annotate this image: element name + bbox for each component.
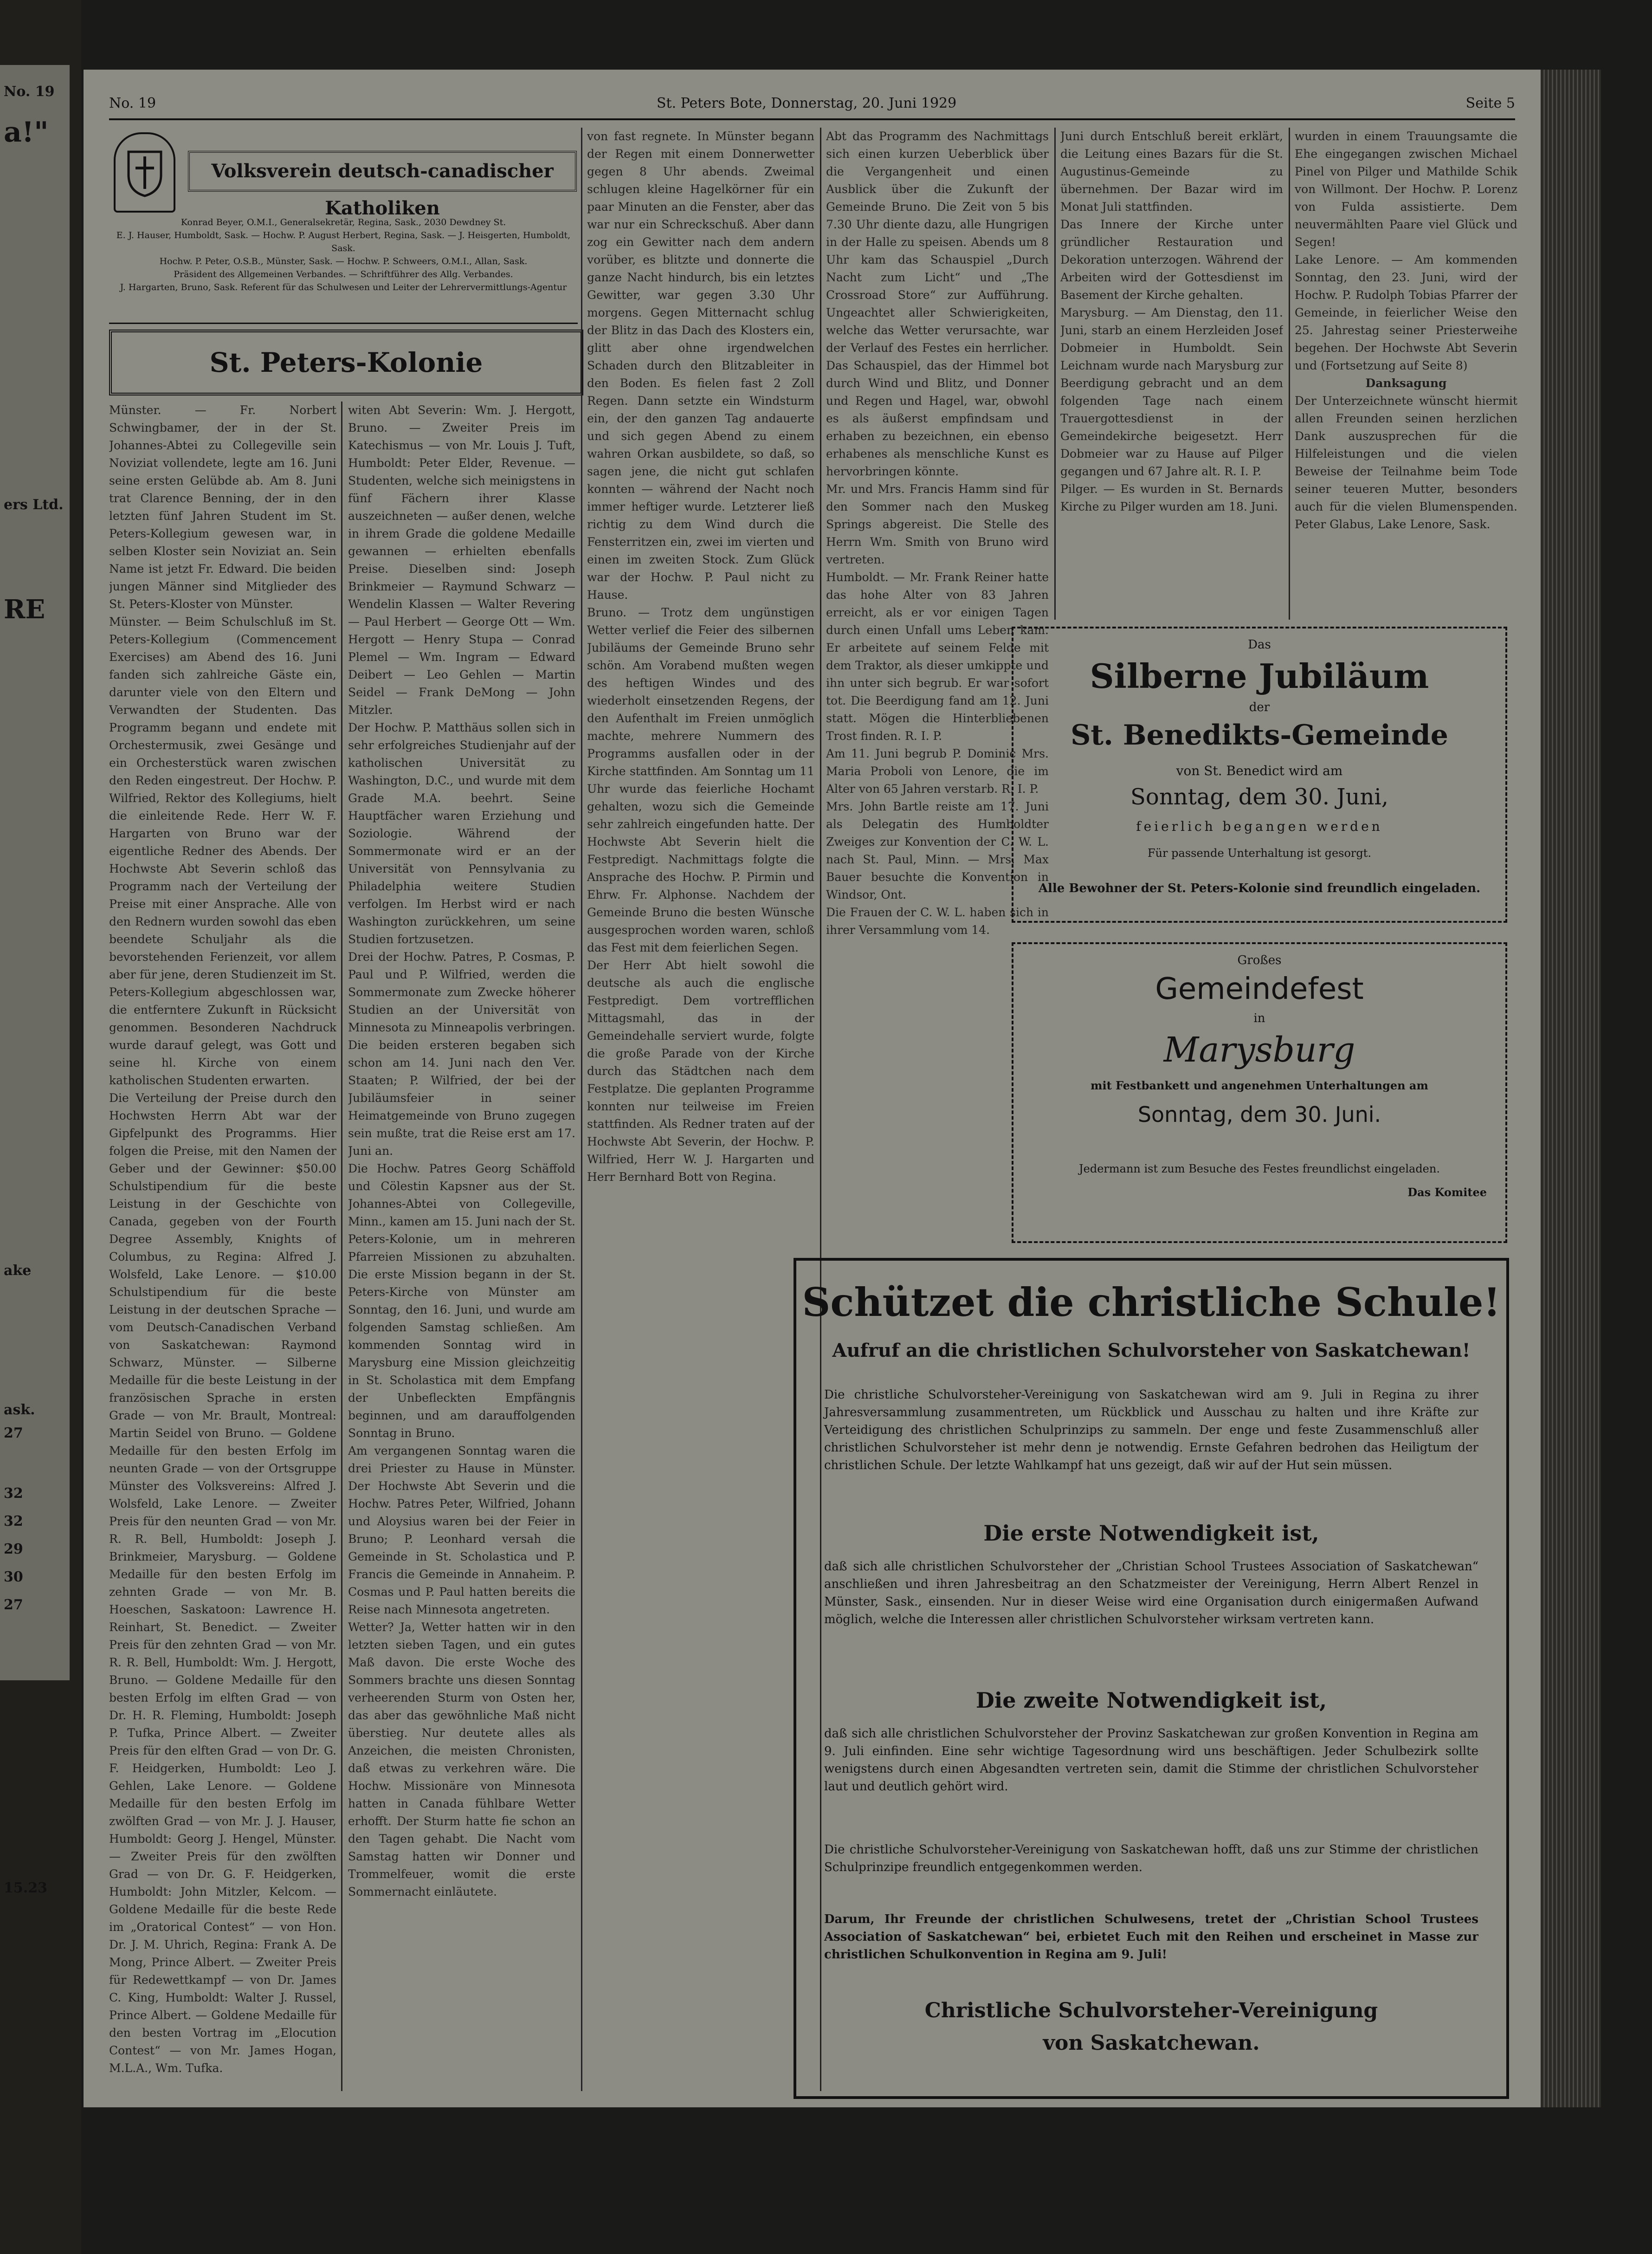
column-2	[348, 402, 575, 2091]
ad-text: mit Festbankett und angenehmen Unterhaltungen am	[1091, 1079, 1428, 1092]
article-paragraph: Humboldt. — Mr. Frank Reiner hatte das hohe Alter von 83 Jahren erreicht, als er vor einigen Tagen durch einen Unfall ums Leben kam. Er arbeitete auf seinem Felde mit dem Traktor, als dieser umkippte und ihn unter sich begrub. Er war sofort tot. Die Beerdigung fand am 12. Juni statt. Mögen die Hinterbliebenen Trost finden. R. I. P.	[826, 570, 1049, 743]
column-1	[109, 402, 336, 2091]
column-rule	[1054, 128, 1056, 620]
ad-headline: St. Benedikts-Gemeinde	[1071, 719, 1448, 751]
gemeindefest-ad	[1012, 942, 1507, 1243]
officer-line: E. J. Hauser, Humboldt, Sask. — Hochw. P. August Herbert, Regina, Sask. — J. Heisgerten, Humboldt, Sask.	[116, 230, 571, 253]
article-paragraph: Mr. und Mrs. Francis Hamm sind für den Sommer nach den Muskeg Springs abgereist. Die Stelle des Herrn Wm. Smith von Bruno wird vertreten.	[826, 482, 1049, 566]
prev-fragment: a!"	[4, 116, 49, 149]
article-paragraph: Marysburg. — Am Dienstag, den 11. Juni, starb an einem Herzleiden Josef Dobmeier in Humboldt. Sein Leichnam wurde nach Marysburg zur Beerdigung gebracht und an dem folgenden Tage nach einem Trauergottesdienst in der Gemeindekirche beigesetzt. Herr Dobmeier war zu Hause auf Pilger gegangen und 67 Jahre alt. R. I. P.	[1060, 306, 1283, 478]
ad-headline: Silberne Jubiläum	[1090, 656, 1429, 696]
ad-small-text: in	[1253, 1011, 1265, 1025]
ad-headline: Gemeindefest	[1155, 972, 1364, 1006]
ad-headline: Schützet die christliche Schule!	[802, 1279, 1501, 1325]
prev-fragment: 32	[4, 1513, 23, 1529]
article-heading: Danksagung	[1365, 376, 1447, 390]
prev-fragment: 27	[4, 1597, 23, 1613]
column-rule	[581, 128, 582, 2091]
prev-fragment: ask.	[4, 1402, 35, 1418]
article-paragraph: Das Innere der Kirche unter gründlicher Restauration und Dekoration unterzogen. Während der Arbeiten wird der Gottesdienst im Basement der Kirche gehalten.	[1060, 218, 1283, 302]
ad-signature: Das Komitee	[1407, 1185, 1487, 1199]
appeal-paragraph: daß sich alle christlichen Schulvorsteher der Provinz Saskatchewan zur großen Konvention in Regina am 9. Juli einfinden. Eine sehr wichtige Tagesordnung wird uns beschäftigen. Jeder Schulbezirk sollte wenigstens durch einen Abgesandten vertreten sein, damit die Stimme der christlichen Schulvorsteher laut und deutlich gehört wird.	[824, 1727, 1478, 1794]
article-paragraph: Die Frauen der C. W. L. haben sich in ihrer Versammlung vom 14.	[826, 906, 1049, 937]
article-paragraph: Pilger. — Es wurden in St. Bernards Kirche zu Pilger wurden am 18. Juni.	[1060, 482, 1283, 513]
issue-number: No. 19	[109, 95, 156, 111]
prev-fragment: No. 19	[4, 84, 55, 100]
page-header	[109, 91, 1515, 120]
ad-text: feierlich begangen werden	[1136, 819, 1383, 834]
article-paragraph: Münster. — Beim Schulschluß im St. Peters-Kollegium (Commencement Exercises) am Abend des 16. Juni fanden sich zahlreiche Gäste ein, darunter viele von den Eltern und Verwandten der Studenten. Das Programm begann und endete mit Orchestermusik, zwei Gesänge und ein Orchesterstück waren zwischen den Reden eingestreut. Der Hochw. P. Wilfried, Rektor des Kollegiums, hielt die einleitende Rede. Herr W. F. Hargarten von Bruno war der eigentliche Redner des Abends. Der Hochwste Abt Severin schloß das Programm nach der Verteilung der Preise mit einer Ansprache. Alle von den Rednern wurden sowohl das eben beendete Schuljahr als die bevorstehenden Ferienzeit, vor allem aber für jene, deren Studienzeit im St. Peters-Kollegium abgeschlossen war, die entferntere Zukunft in Rücksicht genommen. Besonderen Nachdruck wurde darauf gelegt, was Gott und seine hl. Kirche von einem katholischen Studenten erwarten.	[109, 615, 336, 1087]
school-appeal-ad	[794, 1258, 1509, 2099]
ad-text: von St. Benedict wird am	[1176, 763, 1343, 778]
article-paragraph: Juni durch Entschluß bereit erklärt, die Leitung eines Bazars für die St. Augustinus-Gemeinde zu übernehmen. Der Bazar wird im Monat Juli stattfinden.	[1060, 130, 1283, 214]
prev-fragment: 27	[4, 1425, 23, 1441]
column-rule	[341, 402, 342, 2091]
association-banner	[109, 128, 578, 324]
officer-line: J. Hargarten, Bruno, Sask. Referent für das Schulwesen und Leiter der Lehrervermittlungs-Agentur	[120, 282, 567, 292]
appeal-paragraph: daß sich alle christlichen Schulvorsteher der „Christian School Trustees Association of Saskatchewan“ anschließen und ihren Jahresbeitrag an den Schatzmeister der Vereinigung, Herrn Albert Renzel in Münster, Sask., einsenden. Nur in dieser Weise wird eine Organisation durch einigermaßen Aufwand möglich, welche die Interessen aller christlichen Schulvorsteher wirksam vertreten kann.	[824, 1560, 1478, 1626]
article-paragraph: Am vergangenen Sonntag waren die drei Priester zu Hause in Münster. Der Hochwste Abt Severin und die Hochw. Patres Peter, Wilfried, Johann und Aloysius waren bei der Feier in Bruno; P. Leonhard versah die Gemeinde in St. Scholastica und P. Francis die Gemeinde in Annaheim. P. Cosmas und P. Paul hatten bereits die Reise nach Minnesota angetreten.	[348, 1444, 575, 1616]
article-paragraph: Lake Lenore. — Am kommenden Sonntag, den 23. Juni, wird der Hochw. P. Rudolph Tobias Pfarrer der Gemeinde, in feierlicher Weise den 25. Jahrestag seiner Priesterweihe begehen. Der Hochwste Abt Severin und (Fortsetzung auf Seite 8)	[1295, 253, 1517, 372]
jubilee-ad	[1012, 627, 1507, 923]
ad-subheadline: Aufruf an die christlichen Schulvorsteher von Saskatchewan!	[832, 1340, 1471, 1361]
appeal-signature: Christliche Schulvorsteher-Vereinigung	[924, 1999, 1378, 2022]
ad-small-text: Das	[1248, 638, 1271, 652]
association-seal-icon	[114, 132, 175, 213]
ad-date: Sonntag, dem 30. Juni,	[1130, 784, 1388, 810]
prev-fragment: ers Ltd.	[4, 497, 64, 513]
prev-fragment: 32	[4, 1485, 23, 1502]
article-paragraph: Münster. — Fr. Norbert Schwingbamer, der in der St. Johannes-Abtei zu Collegeville sein Noviziat vollendete, legte am 16. Juni seine ersten Gelübde ab. Am 8. Juni trat Clarence Benning, der in den letzten fünf Jahren Student im St. Peters-Kollegium gewesen war, in selben Kloster sein Noviziat an. Sein Name ist jetzt Fr. Edward. Die beiden jungen Männer sind Mitglieder des St. Peters-Kloster von Münster.	[109, 403, 336, 611]
article-paragraph: Bruno. — Trotz dem ungünstigen Wetter verlief die Feier des silbernen Jubiläums der Gemeinde Bruno sehr schön. Am Vorabend mußten wegen des heftigen Windes und des wiederholt einsetzenden Regens, der den Aufenthalt im Freien unmöglich machte, mehrere Nummern des Programms ausfallen oder in der Kirche stattfinden. Am Sonntag um 11 Uhr wurde das feierliche Hochamt gehalten, wozu sich die Gemeinde sehr zahlreich eingefunden hatte. Der Hochwste Abt Severin hielt die Festpredigt. Nachmittags folgte die Ansprache des Hochw. P. Pirmin und Ehrw. Fr. Alphonse. Nachdem der Gemeinde Bruno die besten Wünsche ausgesprochen worden waren, schloß das Fest mit dem feierlichen Segen.	[587, 606, 814, 954]
article-paragraph: Wetter? Ja, Wetter hatten wir in den letzten sieben Tagen, und ein gutes Maß davon. Die erste Woche des Sommers brachte uns diesen Sonntag verheerenden Sturm von Osten her, das aber das gewöhnliche Maß nicht überstieg. Nur deutete alles als Anzeichen, die meisten Chronisten, daß etwas zu verkehren wäre. Die Hochw. Missionäre von Minnesota hatten in Canada fühlbare Wetter erhofft. Der Sturm hatte fie schon an den Tagen gehabt. Die Nacht vom Samstag hatten wir Donner und Trommelfeuer, womit die erste Sommernacht einläutete.	[348, 1620, 575, 1898]
appeal-paragraph: Die christliche Schulvorsteher-Vereinigung von Saskatchewan hofft, daß uns zur Stimme der christlichen Schulprinzipe freundlich entgegenkommen werden.	[824, 1843, 1478, 1874]
article-paragraph: Am 11. Juni begrub P. Dominic Mrs. Maria Proboli von Lenore, die im Alter von 65 Jahren verstarb. R. I. P.	[826, 747, 1049, 796]
prev-fragment: 29	[4, 1541, 23, 1557]
ad-invite: Jedermann ist zum Besuche des Festes freundlichst eingeladen.	[1079, 1162, 1440, 1175]
ad-date: Sonntag, dem 30. Juni.	[1137, 1102, 1381, 1127]
column-rule	[1289, 128, 1290, 620]
appeal-heading: Die erste Notwendigkeit ist,	[983, 1521, 1319, 1546]
appeal-heading: Die zweite Notwendigkeit ist,	[975, 1688, 1327, 1713]
article-paragraph: wurden in einem Trauungsamte die Ehe eingegangen zwischen Michael Pinel von Pilger und Mathilde Schik von Willmont. Der Hochw. P. Lorenz von Fulda assistierte. Dem neuvermählten Paare viel Glück und Segen!	[1295, 130, 1517, 249]
ad-small-text: Großes	[1237, 953, 1282, 967]
article-paragraph: Der Herr Abt hielt sowohl die deutsche als auch die englische Festpredigt. Dem vortrefflichen Mittagsmahl, das in der Gemeindehalle serviert wurde, folgte die große Parade von der Kirche durch das Städtchen nach dem Festplatze. Die geplanten Programme konnten nur teilweise im Freien stattfinden. Als Redner traten auf der Hochwste Abt Severin, der Hochw. P. Wilfried, Herr W. J. Hargarten und Herr Bernhard Bott von Regina.	[587, 959, 814, 1184]
article-paragraph: Der Unterzeichnete wünscht hiermit allen Freunden seinen herzlichen Dank auszusprechen für die Hilfeleistungen und die vielen Beweise der Teilnahme beim Tode seiner teueren Mutter, besonders auch für die vielen Blumenspenden. Peter Glabus, Lake Lenore, Sask.	[1295, 394, 1517, 531]
prev-fragment: 30	[4, 1569, 23, 1585]
prev-fragment: ake	[4, 1263, 32, 1279]
page-stack-edge	[1541, 70, 1601, 2107]
officer-line: Konrad Beyer, O.M.I., Generalsekretär, Regina, Sask., 2030 Dewdney St.	[181, 217, 506, 227]
officer-line: Hochw. P. Peter, O.S.B., Münster, Sask. — Hochw. P. Schweers, O.M.I., Allan, Sask.	[159, 256, 528, 266]
previous-page-margin: No. 19 a!" ers Ltd. RE ake ask. 27 32 32 29 30 27 15.23	[0, 65, 70, 1680]
officer-line: Präsident des Allgemeinen Verbandes. — Schriftführer des Allg. Verbandes.	[174, 269, 513, 279]
appeal-paragraph: Darum, Ihr Freunde der christlichen Schulwesens, tretet der „Christian School Trustees Association of Saskatchewan“ bei, erbietet Euch mit den Reihen und erscheinet in Masse zur christlichen Schulkonvention in Regina am 9. Juli!	[824, 1912, 1478, 1962]
article-paragraph: Die Verteilung der Preise durch den Hochwsten Herrn Abt war der Gipfelpunkt des Programms. Hier folgen die Preise, mit den Namen der Geber und der Gewinner: $50.00 Schulstipendium für die beste Leistung in der Geschichte von Canada, gegeben von der Fourth Degree Assembly, Knights of Columbus, zu Regina: Alfred J. Wolsfeld, Lake Lenore. — $10.00 Schulstipendium für die beste Leistung in der deutschen Sprache — vom Deutsch-Canadischen Verband von Saskatchewan: Raymond Schwarz, Münster. — Silberne Medaille für die beste Leistung in der französischen Sprache in ersten Grade — von Mr. Brault, Montreal: Martin Seidel von Bruno. — Goldene Medaille für den besten Erfolg im neunten Grade — von der Ortsgruppe Münster des Volksvereins: Alfred J. Wolsfeld, Lake Lenore. — Zweiter Preis für den neunten Grad — von Mr. R. R. Bell, Humboldt: Joseph J. Brinkmeier, Marysburg. — Goldene Medaille für den besten Erfolg im zehnten Grade — von Mr. B. Hoeschen, Saskatoon: Lawrence H. Reinhart, St. Benedict. — Zweiter Preis für den zehnten Grad — von Mr. R. R. Bell, Humboldt: Wm. J. Hergott, Bruno. — Goldene Medaille für den besten Erfolg im elften Grad — von Dr. H. R. Fleming, Humboldt: Joseph P. Tufka, Prince Albert. — Zweiter Preis für den elften Grad — von Dr. G. F. Heidgerken, Humboldt: Leo J. Gehlen, Lake Lenore. — Goldene Medaille für den besten Erfolg im zwölften Grad — von Mr. J. J. Hauser, Humboldt: Georg J. Hengel, Münster. — Zweiter Preis für den zwölften Grad — von Dr. G. F. Heidgerken, Humboldt: John Mitzler, Kelcom. — Goldene Medaille für die beste Rede im „Oratorical Contest“ — von Hon. Dr. J. M. Uhrich, Regina: Frank A. De Mong, Prince Albert. — Zweiter Preis für Redewettkampf — von Dr. James C. King, Humboldt: Walter J. Russel, Prince Albert. — Goldene Medaille für den besten Vortrag im „Elocution Contest“ — von Mr. James Hogan, M.L.A., Wm. Tufka.	[109, 1091, 336, 2075]
column-3	[587, 128, 814, 2091]
appeal-signature: von Saskatchewan.	[1043, 2031, 1260, 2055]
article-paragraph: Drei der Hochw. Patres, P. Cosmas, P. Paul und P. Wilfried, werden die Sommermonate zum Zwecke höherer Studien an der Universität von Minnesota zu Minneapolis verbringen. Die beiden ersteren begaben sich schon am 14. Juni nach den Ver. Staaten; P. Wilfried, der bei der Jubiläumsfeier in seiner Heimatgemeinde von Bruno zugegen sein mußte, trat die Reise erst am 17. Juni an.	[348, 950, 575, 1158]
ad-headline: Marysburg	[1163, 1030, 1355, 1070]
article-paragraph: Mrs. John Bartle reiste am 17. Juni als Delegatin des Humboldter Zweiges zur Konvention der C. W. L. nach St. Paul, Minn. — Mrs. Max Bauer besuchte die Konvention in Windsor, Ont.	[826, 800, 1049, 901]
article-paragraph: von fast regnete. In Münster begann der Regen mit einem Donnerwetter gegen 8 Uhr abends. Zweimal schlugen kleine Hagelkörner für ein paar Minuten an die Fenster, aber das war nur ein Schreckschuß. Aber dann zog ein Gewitter nach dem andern vorüber, es blitzte und donnerte die ganze Nacht hindurch, bis ein letztes Gewitter, war gegen 3.30 Uhr morgens. Gegen Mitternacht schlug der Blitz in das Dach des Klosters ein, glitt aber ohne irgendwelchen Schaden durch den Blitzableiter in den Boden. Es fielen fast 2 Zoll Regen. Dann setzte ein Windsturm ein, der den ganzen Tag andauerte und sich gegen Abend zu einem wahren Orkan ausbildete, so daß, so sagen jene, die nicht gut schlafen konnten — während der Nacht noch immer heftiger wurde. Letzterer ließ richtig zu dem Wind durch die Fensterritzen ein, zwei im vierten und einen im zweiten Stock. Zum Glück war der Hochw. P. Paul nicht zu Hause.	[587, 130, 814, 602]
section-title: St. Peters-Kolonie	[109, 330, 583, 395]
prev-fragment: RE	[4, 594, 45, 625]
ad-text: Für passende Unterhaltung ist gesorgt.	[1147, 847, 1372, 860]
ad-invite: Alle Bewohner der St. Peters-Kolonie sind freundlich eingeladen.	[1038, 881, 1481, 895]
newspaper-page	[84, 70, 1541, 2107]
page-number: Seite 5	[1465, 95, 1515, 111]
column-5	[1060, 128, 1283, 620]
column-6	[1295, 128, 1517, 620]
article-paragraph: witen Abt Severin: Wm. J. Hergott, Bruno. — Zweiter Preis im Katechismus — von Mr. Louis J. Tuft, Humboldt: Peter Elder, Revenue. — Studenten, welche sich meinigstens in fünf Fächern ihrer Klasse auszeichneten — außer denen, welche in ihrem Grade die goldene Medaille gewannen — erhielten ebenfalls Preise. Dieselben sind: Joseph Brinkmeier — Raymund Schwarz — Wendelin Klassen — Walter Revering — Paul Herbert — George Ott — Wm. Hergott — Henry Stupa — Conrad Plemel — Wm. Ingram — Edward Deibert — Leo Gehlen — Martin Seidel — Frank DeMong — John Mitzler.	[348, 403, 575, 717]
masthead-line: St. Peters Bote, Donnerstag, 20. Juni 1929	[657, 95, 957, 111]
article-paragraph: Abt das Programm des Nachmittags sich einen kurzen Ueberblick über die Vergangenheit und einen Ausblick über die Zukunft der Gemeinde Bruno. Die Zeit von 5 bis 7.30 Uhr diente dazu, alle Hungrigen in der Halle zu speisen. Abends um 8 Uhr kam das Schauspiel „Durch Nacht zum Licht“ und „The Crossroad Store“ zur Aufführung. Ungeachtet aller Schwierigkeiten, welche das Wetter verursachte, war der Verlauf des Festes ein herrlicher. Das Schauspiel, das der Himmel bot durch Wind und Blitz, und Donner und Regen und Hagel, war, obwohl es als äußerst empfindsam und erhaben zu bezeichnen, ein ebenso erhabenes als menschliche Kunst es hervorbringen könnte.	[826, 130, 1049, 478]
ad-small-text: der	[1249, 700, 1270, 714]
association-officers	[114, 216, 573, 294]
article-paragraph: Die Hochw. Patres Georg Schäffold und Cölestin Kapsner aus der St. Johannes-Abtei von Collegeville, Minn., kamen am 15. Juni nach der St. Peters-Kolonie, um in mehreren Pfarreien Missionen zu abzuhalten. Die erste Mission begann in der St. Peters-Kirche von Münster am Sonntag, den 16. Juni, und wurde am folgenden Samstag schließen. Am kommenden Sonntag wird in Marysburg eine Mission gleichzeitig in St. Scholastica mit dem Empfang der Unbefleckten Empfängnis beginnen, und am darauffolgenden Sonntag in Bruno.	[348, 1162, 575, 1440]
appeal-paragraph: Die christliche Schulvorsteher-Vereinigung von Saskatchewan wird am 9. Juli in Regina zu ihrer Jahresversammlung zusammentreten, um Rückblick und Ausschau zu halten und ihre Kräfte zur Verteidigung des christlichen Schulprinzips zu sammeln. Der enge und feste Zusammenschluß aller christlichen Schulvorsteher ist mehr denn je notwendig. Ernste Gefahren bedrohen das Heiligtum der christlichen Schule. Der letzte Wahlkampf hat uns gezeigt, daß wir auf der Hut sein müssen.	[824, 1388, 1478, 1472]
association-title: Volksverein deutsch-canadischer Katholiken	[188, 151, 577, 192]
article-paragraph: Der Hochw. P. Matthäus sollen sich in sehr erfolgreiches Studienjahr auf der katholischen Universität zu Washington, D.C., und wurde mit dem Grade M.A. beehrt. Seine Hauptfächer waren Erziehung und Soziologie. Während der Sommermonate wird er an der Universität von Pennsylvania zu Philadelphia weitere Studien verfolgen. Im Herbst wird er nach Washington zurückkehren, um seine Studien fortzusetzen.	[348, 721, 575, 946]
